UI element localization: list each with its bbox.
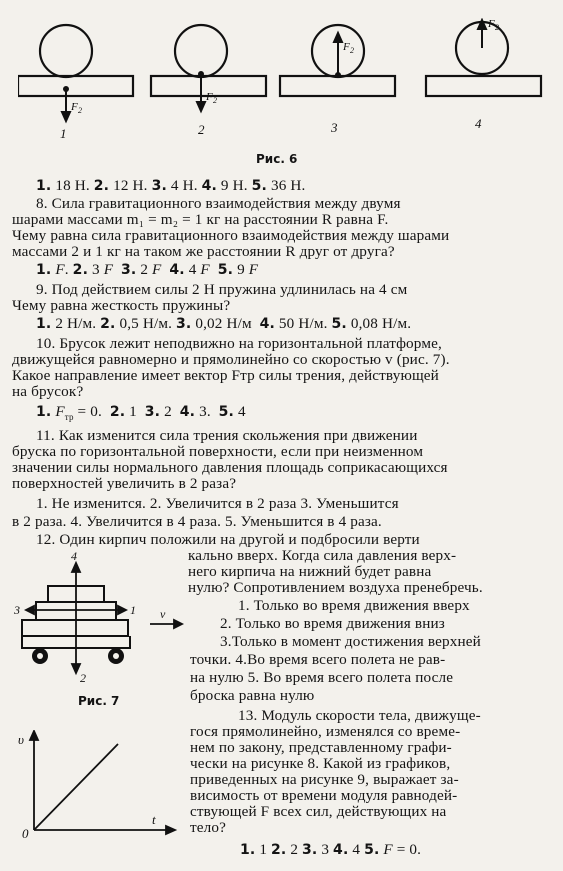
- panel-label-3: 3: [331, 120, 338, 135]
- q11-line-1: 11. Как изменится сила трения скольжения при движении: [36, 427, 418, 444]
- q10-answers: 1. $F_{тр} = 0$. 2. 1 3. 2 4. 3. 5. 4: [36, 403, 246, 423]
- q11-answers-1: 1. Не изменится. 2. Увеличится в 2 раза 3. Уменьшится: [36, 495, 399, 512]
- svg-text:3: 3: [14, 603, 20, 617]
- q9-line-2: Чему равна жесткость пружины?: [12, 297, 231, 314]
- q12-line-3: него кирпича на нижний будет равна: [188, 563, 432, 580]
- surface-4: [426, 76, 541, 96]
- svg-text:2: 2: [495, 23, 499, 32]
- q13-line-3: нем по закону, представленному графи-: [190, 739, 452, 756]
- velocity-line: [34, 744, 118, 830]
- q12-answer-3: 3.Только в момент достижения верхней: [220, 633, 481, 650]
- q12-line-2: кально вверх. Когда сила давления верх-: [188, 547, 457, 564]
- svg-text:4: 4: [71, 549, 77, 563]
- q13-line-2: гося прямолинейно, изменялся со време-: [190, 723, 461, 740]
- q11-answers-2: в 2 раза. 4. Увеличится в 4 раза. 5. Уменьшится в 4 раза.: [12, 513, 382, 530]
- svg-text:2: 2: [213, 96, 217, 105]
- q12-answer-1: 1. Только во время движения вверх: [238, 597, 470, 614]
- surface-1: [18, 76, 133, 96]
- svg-text:0: 0: [22, 826, 29, 840]
- svg-text:2: 2: [80, 671, 86, 685]
- q12-answer-4: точки. 4.Во время всего полета не рав-: [190, 651, 446, 668]
- q10-line-1: 10. Брусок лежит неподвижно на горизонтальной платформе,: [36, 335, 442, 352]
- q8-line-4: массами 2 и 1 кг на таком же расстоянии R друг от друга?: [12, 243, 395, 260]
- q12-answer-2: 2. Только во время движения вниз: [220, 615, 445, 632]
- svg-text:t: t: [152, 812, 156, 827]
- q8-answers: 1. F. 2. 3 F 3. 2 F 4. 4 F 5. 9 F: [36, 261, 259, 278]
- velocity-graph: [10, 730, 180, 840]
- svg-text:F: F: [206, 91, 213, 103]
- svg-text:F: F: [71, 101, 78, 113]
- figure-6: [18, 18, 558, 148]
- q13-line-4: чески на рисунке 8. Какой из графиков,: [190, 755, 451, 772]
- figure-7: [8, 548, 188, 688]
- q13-line-6: висимость от времени модуля равнодей-: [190, 787, 458, 804]
- q12-line-1: 12. Один кирпич положили на другой и подбросили верти: [36, 531, 420, 548]
- q13-line-8: тело?: [190, 819, 227, 836]
- panel-label-2: 2: [198, 122, 205, 137]
- figure-6-caption: Рис. 6: [256, 152, 298, 166]
- q7-answers: 1. 18 Н. 2. 12 Н. 3. 4 Н. 4. 9 Н. 5. 36 Н.: [36, 177, 306, 194]
- q10-line-4: на брусок?: [12, 383, 84, 400]
- q13-line-7: ствующей F всех сил, действующих на: [190, 803, 447, 820]
- q12-line-4: нулю? Сопротивлением воздуха пренебречь.: [188, 579, 483, 596]
- q13-answers: 1. 1 2. 2 3. 3 4. 4 5. F = 0.: [240, 841, 422, 858]
- svg-text:v: v: [160, 607, 166, 621]
- q11-line-4: поверхностей увеличить в 2 раза?: [12, 475, 237, 492]
- platform: [22, 620, 128, 636]
- svg-text:υ: υ: [18, 732, 24, 747]
- q12-answer-6: броска равна нулю: [190, 687, 315, 704]
- ball-2: [175, 25, 227, 77]
- svg-text:1: 1: [130, 603, 136, 617]
- q10-line-3: Какое направление имеет вектор Fтр силы трения, действующей: [12, 367, 439, 384]
- surface-3: [280, 76, 395, 96]
- q10-line-2: движущейся равномерно и прямолинейно со скоростью v (рис. 7).: [12, 351, 450, 368]
- q8-line-1: 8. Сила гравитационного взаимодействия между двумя: [36, 195, 401, 212]
- q13-line-1: 13. Модуль скорости тела, движуще-: [238, 707, 481, 724]
- q11-line-3: значении силы нормального давления площадь соприкасающихся: [12, 459, 448, 476]
- svg-text:F: F: [343, 41, 350, 53]
- q9-answers: 1. 2 Н/м. 2. 0,5 Н/м. 3. 0,02 Н/м 4. 50 Н/м. 5. 0,08 Н/м.: [36, 315, 412, 332]
- svg-text:2: 2: [78, 106, 82, 115]
- ball-1: [40, 25, 92, 77]
- figure-7-caption: Рис. 7: [78, 694, 120, 708]
- q9-line-1: 9. Под действием силы 2 Н пружина удлинилась на 4 см: [36, 281, 408, 298]
- svg-text:F: F: [488, 18, 495, 30]
- panel-label-1: 1: [60, 126, 67, 141]
- q13-line-5: приведенных на рисунке 9, выражает за-: [190, 771, 459, 788]
- q12-answer-5: на нулю 5. Во время всего полета после: [190, 669, 454, 686]
- q8-line-3: Чему равна сила гравитационного взаимодействия между шарами: [12, 227, 450, 244]
- q11-line-2: бруска по горизонтальной поверхности, если при неизменном: [12, 443, 424, 460]
- svg-text:2: 2: [350, 46, 354, 55]
- q8-line-2: шарами массами m₁ = m₂ = 1 кг на расстоянии R равна F.: [12, 211, 389, 228]
- panel-label-4: 4: [475, 116, 482, 131]
